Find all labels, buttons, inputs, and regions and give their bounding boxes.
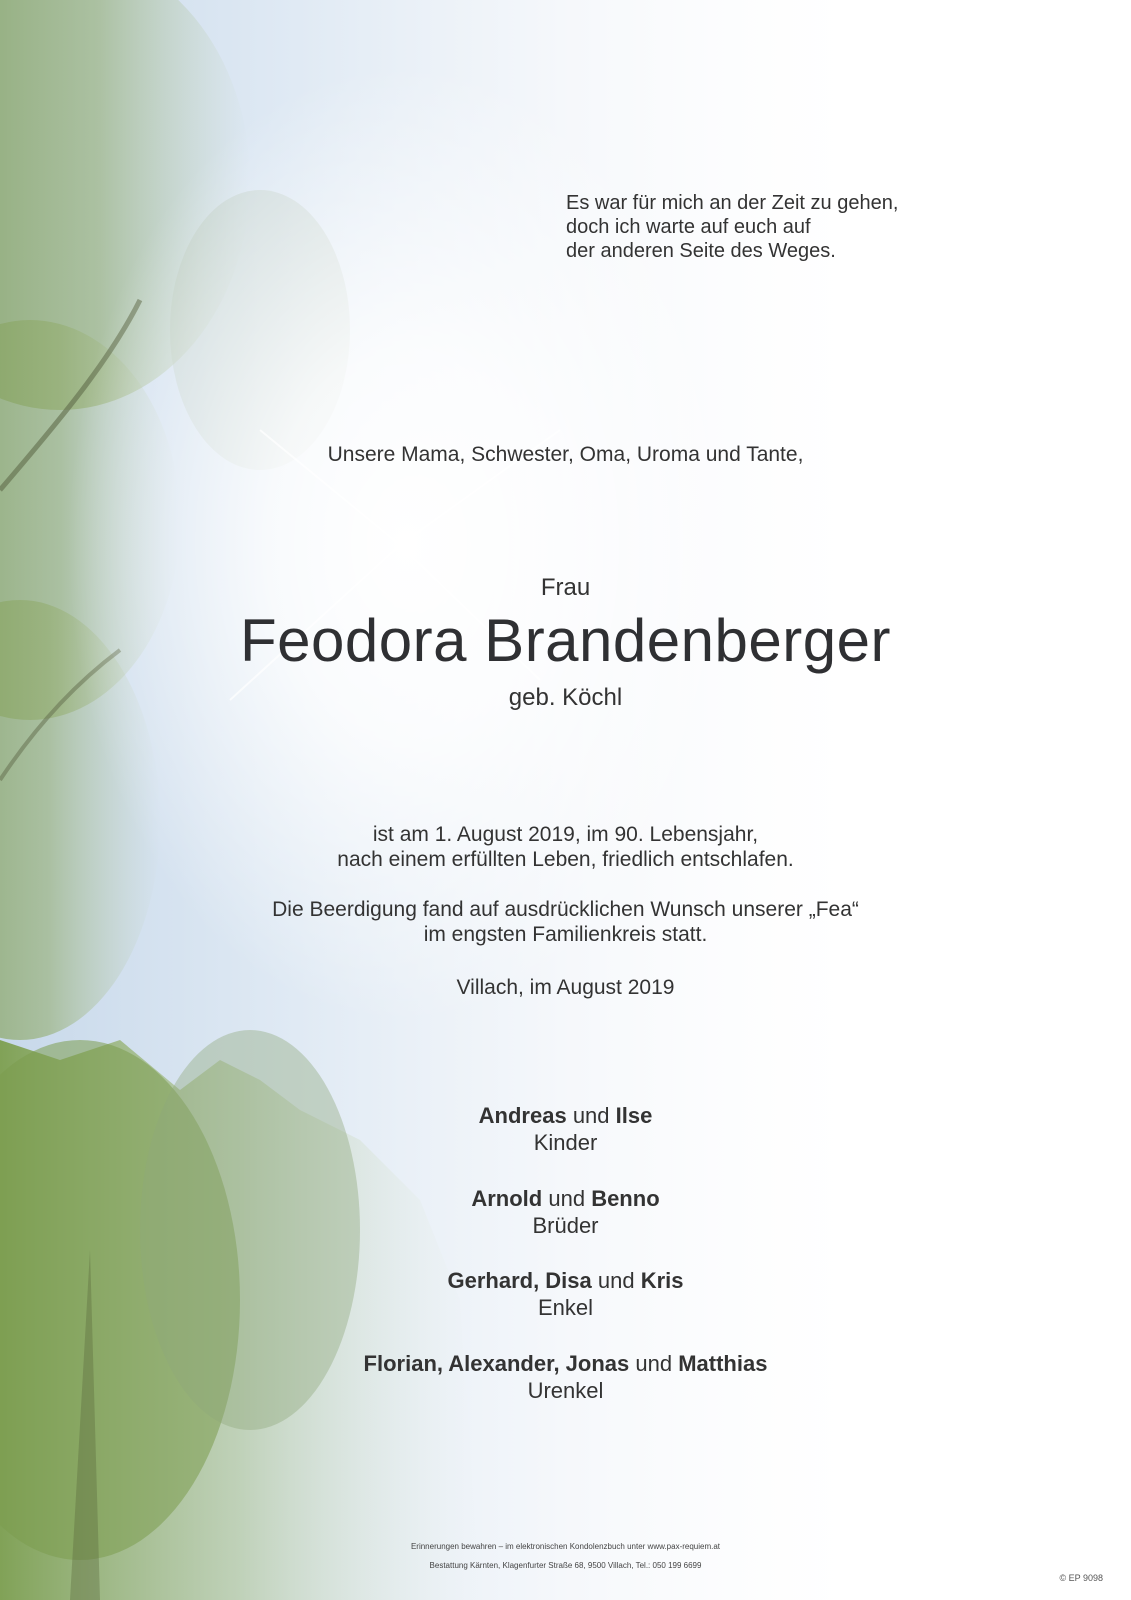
funeral-notice-line: im engsten Familienkreis statt. bbox=[423, 923, 708, 946]
mourner-names bbox=[0, 1102, 1131, 1129]
name-part: Andreas bbox=[478, 1103, 567, 1128]
mourner-names bbox=[0, 1267, 1131, 1294]
name-part: Florian, Alexander, Jonas bbox=[363, 1351, 630, 1376]
place-date: Villach, im August 2019 bbox=[456, 976, 675, 999]
mourner-group bbox=[0, 1350, 1131, 1404]
maiden-name: geb. Köchl bbox=[508, 684, 623, 711]
poem-line: doch ich warte auf euch auf bbox=[566, 216, 811, 238]
name-part: Arnold bbox=[471, 1186, 543, 1211]
mourner-names bbox=[0, 1350, 1131, 1377]
deceased-name: Feodora Brandenberger bbox=[240, 607, 891, 674]
name-part: und bbox=[542, 1186, 592, 1211]
mourner-relation: Enkel bbox=[537, 1295, 594, 1320]
mourner-relation: Urenkel bbox=[527, 1378, 604, 1403]
name-part: und bbox=[566, 1103, 616, 1128]
name-part: Kris bbox=[640, 1268, 684, 1293]
name-part: und bbox=[591, 1268, 641, 1293]
name-part: Benno bbox=[591, 1186, 660, 1211]
death-notice-line: ist am 1. August 2019, im 90. Lebensjahr, bbox=[372, 823, 759, 846]
funeral-notice-line: Die Beerdigung fand auf ausdrücklichen Wunsch unserer „Fea“ bbox=[272, 898, 859, 921]
salutation: Frau bbox=[540, 574, 591, 601]
mourner-relation: Kinder bbox=[533, 1130, 598, 1155]
name-part: und bbox=[629, 1351, 679, 1376]
funeral-notice bbox=[0, 897, 1131, 947]
footer-condolence-link: Erinnerungen bewahren – im elektronischen Kondolenzbuch unter www.pax-requiem.at bbox=[410, 1542, 721, 1551]
death-notice bbox=[0, 822, 1131, 872]
mourner-relation: Brüder bbox=[532, 1213, 599, 1238]
poem-line: der anderen Seite des Weges. bbox=[566, 240, 836, 262]
name-part: Ilse bbox=[615, 1103, 653, 1128]
poem bbox=[566, 191, 986, 263]
form-code: © EP 9098 bbox=[1059, 1573, 1103, 1583]
mourner-group bbox=[0, 1102, 1131, 1156]
footer-funeral-home: Bestattung Kärnten, Klagenfurter Straße 68, 9500 Villach, Tel.: 050 199 6699 bbox=[429, 1561, 702, 1570]
mourner-names bbox=[0, 1185, 1131, 1212]
mourner-group bbox=[0, 1185, 1131, 1239]
intro-line: Unsere Mama, Schwester, Oma, Uroma und Tante, bbox=[327, 443, 804, 466]
death-notice-line: nach einem erfüllten Leben, friedlich entschlafen. bbox=[337, 848, 794, 871]
name-part: Gerhard, Disa bbox=[447, 1268, 592, 1293]
poem-line: Es war für mich an der Zeit zu gehen, bbox=[566, 192, 899, 214]
name-part: Matthias bbox=[678, 1351, 768, 1376]
mourner-group bbox=[0, 1267, 1131, 1321]
